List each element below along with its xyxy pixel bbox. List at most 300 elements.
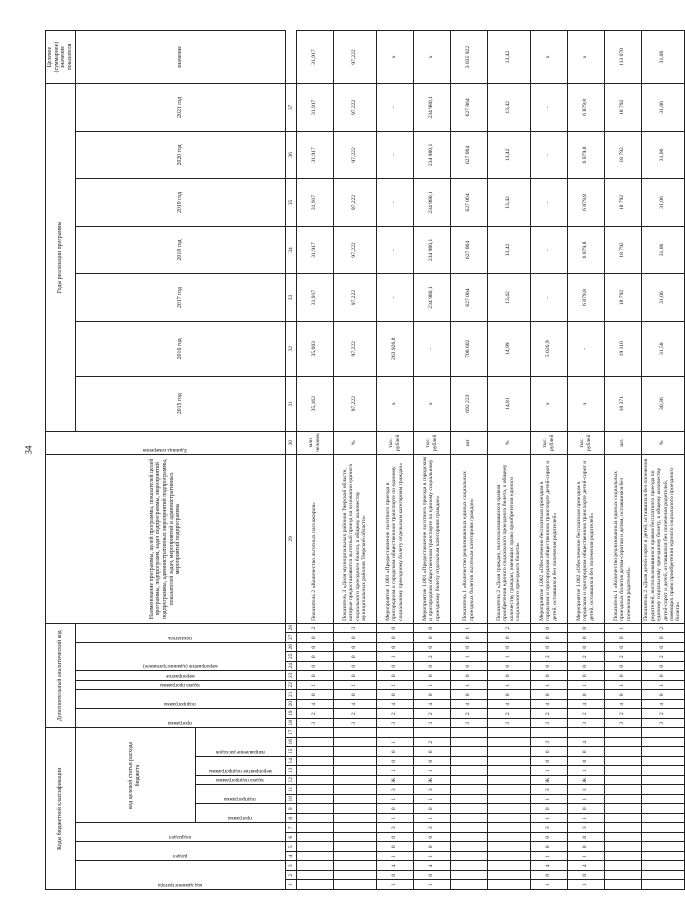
budget-code-digit: 1 (567, 814, 604, 824)
analytic-code-digit: 0 (450, 690, 487, 700)
budget-code-digit: 0 (567, 804, 604, 814)
year-value: 14,99 (487, 321, 530, 376)
budget-code-digit: 0 (530, 871, 567, 881)
budget-code-digit (296, 795, 333, 805)
table-row (567, 31, 604, 890)
year-value: 97,222 (333, 321, 376, 376)
budget-code-digit (604, 861, 641, 871)
kod-admin-header: код администратора (75, 861, 285, 890)
analytic-code-digit: 0 (530, 662, 567, 672)
budget-code-digit (641, 785, 684, 795)
znachenie-header: значение (75, 31, 285, 84)
year-2018-header: 2018 год (75, 226, 285, 274)
budget-code-digit (296, 871, 333, 881)
budget-code-digit: 4 (413, 861, 450, 871)
budget-code-digit: 4 (376, 861, 413, 871)
analytic-code-digit: 0 (333, 643, 376, 653)
analytic-code-digit: 0 (567, 643, 604, 653)
analytic-code-digit: 2 (450, 709, 487, 719)
budget-code-digit (450, 814, 487, 824)
budget-code-digit: 1 (567, 766, 604, 776)
analytic-code-digit: 4 (487, 700, 530, 710)
column-number: 13 (285, 766, 296, 776)
analytic-code-digit: 1 (487, 652, 530, 662)
column-number: 15 (285, 747, 296, 757)
budget-code-digit: 3 (376, 823, 413, 833)
row-name: Показатель 3 «Доля муниципальных районов Тверской области, которые предоставляются льготный проезд на основании единого социального проездного билета, к общему количеству муниципальных районов Тверской области» (333, 454, 376, 623)
budget-code-digit (641, 738, 684, 748)
analytic-code-digit: 0 (487, 662, 530, 672)
analytic-code-digit: 0 (641, 633, 684, 643)
analytic-code-digit: 2 (487, 709, 530, 719)
analytic-code-digit: 1 (413, 681, 450, 691)
budget-code-digit (333, 823, 376, 833)
row-name: Показатель 1 «Количество реализованных единых социальных проездных билетов детям-сиротам и детям, оставшимся без попечения родителей» (604, 454, 641, 623)
analytic-code-digit: 0 (450, 633, 487, 643)
year-value: 97,222 (333, 274, 376, 322)
row-unit: млн человек (296, 431, 333, 454)
row-unit: тыс. рублей (567, 431, 604, 454)
row-name: Мероприятие 1.001 «Предоставление льготного проезда в городском и пригородном общественном транспорте по единому социальному проездному билету отдельным категориям граждан» (413, 454, 450, 623)
budget-code-digit (487, 880, 530, 890)
analytic-code-digit: 0 (487, 690, 530, 700)
analytic-code-digit: 0 (333, 633, 376, 643)
budget-code-digit (450, 880, 487, 890)
analytic-code-digit: 2 (641, 652, 684, 662)
year-value: 13,42 (487, 84, 530, 132)
zadacha-programmy-header: задача программы (75, 681, 285, 691)
year-value: - (530, 274, 567, 322)
budget-code-digit (333, 747, 376, 757)
column-number: 2 (285, 871, 296, 881)
column-number: 30 (285, 431, 296, 454)
analytic-code-digit: 3 (450, 719, 487, 729)
year-value: 31,06 (641, 179, 684, 227)
budget-code-digit (487, 852, 530, 862)
year-value: 13,42 (487, 274, 530, 322)
analytic-code-digit: 1 (604, 681, 641, 691)
analytic-code-digit: 0 (333, 690, 376, 700)
table-row (641, 31, 684, 890)
program-indicators-table (45, 30, 685, 890)
column-number: 3 (285, 861, 296, 871)
year-value: 234 980,1 (413, 274, 450, 322)
target-value: x (567, 31, 604, 84)
year-value: - (567, 321, 604, 376)
analytic-code-digit: 4 (604, 700, 641, 710)
target-value: 31,06 (641, 31, 684, 84)
row-unit: тыс. рублей (376, 431, 413, 454)
analytic-code-digit: 4 (413, 700, 450, 710)
column-number: 8 (285, 814, 296, 824)
analytic-code-digit: 0 (296, 690, 333, 700)
analytic-code-digit: 0 (296, 633, 333, 643)
analytic-code-digit: 2 (530, 652, 567, 662)
budget-code-digit (296, 776, 333, 786)
budget-code-digit (604, 852, 641, 862)
budget-code-digit (487, 785, 530, 795)
budget-code-digit (487, 833, 530, 843)
naimenovanie-header: Наименование программы, целей программы, показателей целей программы, подпрограмм, задач подпрограммы, мероприятий подпрограммы, административных мероприятий подпрограммы, показателей задач, мероприятий и административных мероприятий подпрограммы (46, 454, 286, 623)
budget-code-digit: 0 (530, 842, 567, 852)
budget-code-digit: 1 (376, 738, 413, 748)
analytic-code-group: Дополнительный аналитический код (46, 623, 76, 728)
column-number: 7 (285, 823, 296, 833)
table-row (376, 31, 413, 890)
analytic-code-digit: 1 (604, 623, 641, 633)
budget-code-digit (296, 728, 333, 738)
budget-code-digit: 3 (567, 785, 604, 795)
budget-code-digit (604, 747, 641, 757)
analytic-code-digit: 0 (376, 643, 413, 653)
analytic-code-digit: 1 (487, 681, 530, 691)
page-number: 34 (23, 445, 34, 455)
budget-code-digit (450, 738, 487, 748)
budget-code-digit: Ж (567, 776, 604, 786)
year-value: 97,222 (333, 84, 376, 132)
year-value: 18 371 (604, 376, 641, 431)
year-value: 6 879,8 (567, 84, 604, 132)
year-value: - (530, 226, 567, 274)
budget-code-digit (604, 823, 641, 833)
table-row (487, 31, 530, 890)
year-value: - (376, 131, 413, 179)
target-value: x (530, 31, 567, 84)
analytic-code-digit: 0 (604, 690, 641, 700)
year-value: x (376, 376, 413, 431)
year-value: - (530, 179, 567, 227)
budget-code-digit: 1 (567, 880, 604, 890)
year-value: 31,06 (641, 84, 684, 132)
column-number: 31 (285, 376, 296, 431)
year-value: 14,81 (487, 376, 530, 431)
analytic-code-digit: 3 (376, 719, 413, 729)
budget-code-digit: 3 (530, 738, 567, 748)
budget-code-digit (604, 871, 641, 881)
budget-code-digit (487, 728, 530, 738)
analytic-code-digit: 0 (567, 662, 604, 672)
budget-code-digit (487, 842, 530, 852)
year-value: 31,917 (296, 84, 333, 132)
budget-code-digit: 0 (376, 833, 413, 843)
budget-code-digit (641, 823, 684, 833)
table-body (285, 31, 684, 890)
year-value: 6 879,8 (567, 131, 604, 179)
budget-code-digit (296, 804, 333, 814)
budget-code-digit: 0 (376, 871, 413, 881)
budget-code-digit (450, 728, 487, 738)
budget-code-digit (333, 766, 376, 776)
column-number: 29 (285, 454, 296, 623)
table-row (296, 31, 333, 890)
budget-code-digit (641, 766, 684, 776)
analytic-code-digit: 0 (487, 671, 530, 681)
budget-code-digit (333, 728, 376, 738)
year-value: 31,06 (641, 274, 684, 322)
budget-code-digit: 0 (567, 747, 604, 757)
year-2016-header: 2016 год (75, 321, 285, 376)
budget-code-digit: Ж (376, 776, 413, 786)
analytic-code-digit: 0 (376, 633, 413, 643)
analytic-code-digit: 0 (296, 662, 333, 672)
budget-code-digit: 1 (413, 852, 450, 862)
analytic-code-digit: 0 (413, 623, 450, 633)
year-value: 31,06 (641, 226, 684, 274)
column-number: 35 (285, 179, 296, 227)
podprogramma-header: подпрограмма (75, 690, 285, 709)
year-value: 97,222 (333, 376, 376, 431)
column-number: 17 (285, 728, 296, 738)
analytic-code-digit: 0 (450, 671, 487, 681)
analytic-code-digit: 0 (567, 633, 604, 643)
budget-code-digit (333, 804, 376, 814)
analytic-code-digit: 0 (296, 671, 333, 681)
budget-code-digit (604, 880, 641, 890)
analytic-code-digit: 2 (567, 652, 604, 662)
budget-code-digit (333, 861, 376, 871)
budget-code-digit (296, 757, 333, 767)
budget-code-digit (333, 795, 376, 805)
year-value: x (413, 376, 450, 431)
budget-code-digit (641, 842, 684, 852)
column-numbers-row (285, 31, 296, 890)
year-2015-header: 2015 год (75, 376, 285, 431)
budget-code-digit: 0 (413, 804, 450, 814)
row-unit: % (641, 431, 684, 454)
budget-code-digit (333, 785, 376, 795)
analytic-code-digit: 0 (333, 662, 376, 672)
year-value: 30,36 (641, 376, 684, 431)
analytic-code-digit: 0 (296, 652, 333, 662)
column-number: 18 (285, 719, 296, 729)
budget-code-digit: 0 (567, 757, 604, 767)
budget-code-digit: 1 (530, 852, 567, 862)
column-number: 34 (285, 226, 296, 274)
analytic-code-digit: 1 (296, 681, 333, 691)
year-value: 18 792 (604, 226, 641, 274)
razdel-header: раздел (75, 842, 285, 861)
target-value: 113 070 (604, 31, 641, 84)
column-number: 11 (285, 785, 296, 795)
year-value: 13,42 (487, 179, 530, 227)
budget-code-digit: 1 (530, 795, 567, 805)
budget-code-digit: 0 (530, 833, 567, 843)
column-number: 37 (285, 84, 296, 132)
row-unit: шт. (604, 431, 641, 454)
column-number: 6 (285, 833, 296, 843)
budget-code-digit (296, 852, 333, 862)
budget-code-digit: 0 (530, 747, 567, 757)
table-row (530, 31, 567, 890)
analytic-code-digit: 2 (641, 623, 684, 633)
analytic-code-digit: 0 (450, 643, 487, 653)
budget-code-digit: 1 (376, 880, 413, 890)
budget-code-digit: 0 (530, 804, 567, 814)
budget-code-digit (333, 852, 376, 862)
year-value: 31,917 (296, 179, 333, 227)
year-value: - (376, 84, 413, 132)
year-value: 627 064 (450, 131, 487, 179)
analytic-code-digit: 0 (604, 633, 641, 643)
budget-code-digit: 4 (567, 861, 604, 871)
budget-code-digit: 1 (376, 766, 413, 776)
column-number: 20 (285, 700, 296, 710)
analytic-code-digit: 0 (604, 662, 641, 672)
budget-code-digit: 3 (376, 785, 413, 795)
target-value: 3 835 922 (450, 31, 487, 84)
analytic-code-digit: 3 (487, 719, 530, 729)
budget-code-digit (487, 747, 530, 757)
budget-code-digit (296, 842, 333, 852)
budget-code-digit (641, 747, 684, 757)
budget-code-digit (604, 795, 641, 805)
year-value: - (413, 321, 450, 376)
year-value: 627 064 (450, 179, 487, 227)
budget-code-digit: 0 (530, 757, 567, 767)
year-value: 692 223 (450, 376, 487, 431)
row-unit: тыс. рублей (413, 431, 450, 454)
year-value: - (376, 226, 413, 274)
year-value: 13,42 (487, 131, 530, 179)
year-value: 263 926,8 (376, 321, 413, 376)
analytic-code-digit: 0 (530, 671, 567, 681)
budget-code-digit (333, 833, 376, 843)
table-row (450, 31, 487, 890)
analytic-code-digit: 0 (450, 662, 487, 672)
budget-code-digit (641, 852, 684, 862)
budget-code-digit (450, 747, 487, 757)
budget-code-digit (450, 842, 487, 852)
analytic-code-digit: 1 (530, 681, 567, 691)
budget-code-digit (487, 871, 530, 881)
budget-code-digit (450, 766, 487, 776)
napravlenie-rashodov-header: направление расходов (195, 728, 285, 757)
year-value: 6 879,8 (567, 274, 604, 322)
column-number: 19 (285, 709, 296, 719)
budget-code-digit (641, 804, 684, 814)
analytic-code-digit: 0 (376, 662, 413, 672)
analytic-code-digit: 3 (567, 719, 604, 729)
kod-celevoy-header: код целевой статьи расхода бюджета (75, 728, 195, 823)
year-value: 700 602 (450, 321, 487, 376)
year-value: x (567, 376, 604, 431)
budget-code-digit (604, 776, 641, 786)
budget-code-digit (296, 785, 333, 795)
row-name: Показатель 2 «Количество льготных пассажиров» (296, 454, 333, 623)
budget-code-digit: 1 (567, 795, 604, 805)
analytic-code-digit: 1 (376, 652, 413, 662)
analytic-code-digit: 4 (333, 700, 376, 710)
programma-header: программа (75, 709, 285, 728)
budget-code-digit (604, 842, 641, 852)
budget-code-digit: 3 (413, 785, 450, 795)
year-value: 234 980,1 (413, 226, 450, 274)
budget-code-digit (450, 776, 487, 786)
budget-code-digit (604, 804, 641, 814)
analytic-code-digit: 4 (641, 700, 684, 710)
row-name: Показатель 2 «Доля граждан, воспользовавшихся правом приобретения единого социального проездного билета, к общему количеству граждан, имеющих право приобретения единого социального проездного билета» (487, 454, 530, 623)
analytic-code-digit: 4 (450, 700, 487, 710)
budget-code-digit (641, 833, 684, 843)
analytic-code-digit: 0 (641, 690, 684, 700)
budget-code-digit: 0 (376, 747, 413, 757)
budget-code-digit: Ж (413, 776, 450, 786)
column-number: 16 (285, 738, 296, 748)
budget-code-digit: 3 (413, 823, 450, 833)
budget-code-digit: 4 (530, 861, 567, 871)
budget-code-digit (641, 880, 684, 890)
budget-code-digit: 1 (376, 795, 413, 805)
budget-code-digit: 1 (376, 852, 413, 862)
column-number: 23 (285, 671, 296, 681)
analytic-code-digit: 1 (333, 681, 376, 691)
column-number: 9 (285, 804, 296, 814)
budget-code-digit: 3 (530, 823, 567, 833)
budget-code-digit (487, 804, 530, 814)
table-row (604, 31, 641, 890)
analytic-code-digit: 0 (604, 643, 641, 653)
table-row (333, 31, 376, 890)
budget-code-digit: 0 (413, 871, 450, 881)
budget-code-digit (333, 871, 376, 881)
row-unit: тыс. рублей (530, 431, 567, 454)
budget-code-digit (296, 823, 333, 833)
year-value: - (530, 84, 567, 132)
budget-code-digit (296, 880, 333, 890)
row-name: Мероприятие 1.001 «Предоставление льготного проезда в пригородном и городском общественном транспорте по единому социальному проездному билету отдельным категориям граждан» (376, 454, 413, 623)
budget-code-digit (487, 757, 530, 767)
meropriyatie-adm-header: мероприятие (административное) (75, 643, 285, 672)
budget-code-digit (450, 795, 487, 805)
budget-code-digit (530, 728, 567, 738)
analytic-code-digit: 2 (604, 709, 641, 719)
analytic-code-digit: 4 (376, 700, 413, 710)
budget-code-digit (413, 728, 450, 738)
analytic-code-digit: 0 (333, 671, 376, 681)
analytic-code-digit: 3 (641, 719, 684, 729)
budget-code-digit (450, 823, 487, 833)
budget-code-digit (333, 776, 376, 786)
podprogramma-sub-header: подпрограмма (195, 785, 285, 804)
year-value: 97,222 (333, 131, 376, 179)
analytic-code-digit: 2 (604, 652, 641, 662)
analytic-code-digit: 0 (641, 671, 684, 681)
year-value: 18 792 (604, 274, 641, 322)
analytic-code-digit: 0 (413, 643, 450, 653)
budget-code-digit (641, 861, 684, 871)
analytic-code-digit: 0 (333, 652, 376, 662)
row-name: Показатель 1 «Количество реализованных единых социальных проездных билетов льготным категориям граждан» (450, 454, 487, 623)
column-number: 26 (285, 643, 296, 653)
budget-code-digit (450, 804, 487, 814)
year-value: 35,162 (296, 376, 333, 431)
column-number: 21 (285, 690, 296, 700)
budget-code-digit (333, 814, 376, 824)
target-value: x (413, 31, 450, 84)
budget-code-digit: 0 (376, 842, 413, 852)
budget-code-digit: 1 (413, 795, 450, 805)
budget-code-digit: 1 (530, 814, 567, 824)
budget-codes-group: Коды бюджетной классификации (46, 728, 76, 890)
year-value: 19 110 (604, 321, 641, 376)
column-number: 32 (285, 321, 296, 376)
budget-code-digit (487, 814, 530, 824)
budget-code-digit: 1 (413, 880, 450, 890)
analytic-code-digit: 3 (604, 719, 641, 729)
budget-code-digit: 3 (567, 823, 604, 833)
budget-code-digit (450, 833, 487, 843)
year-value: 234 980,1 (413, 179, 450, 227)
